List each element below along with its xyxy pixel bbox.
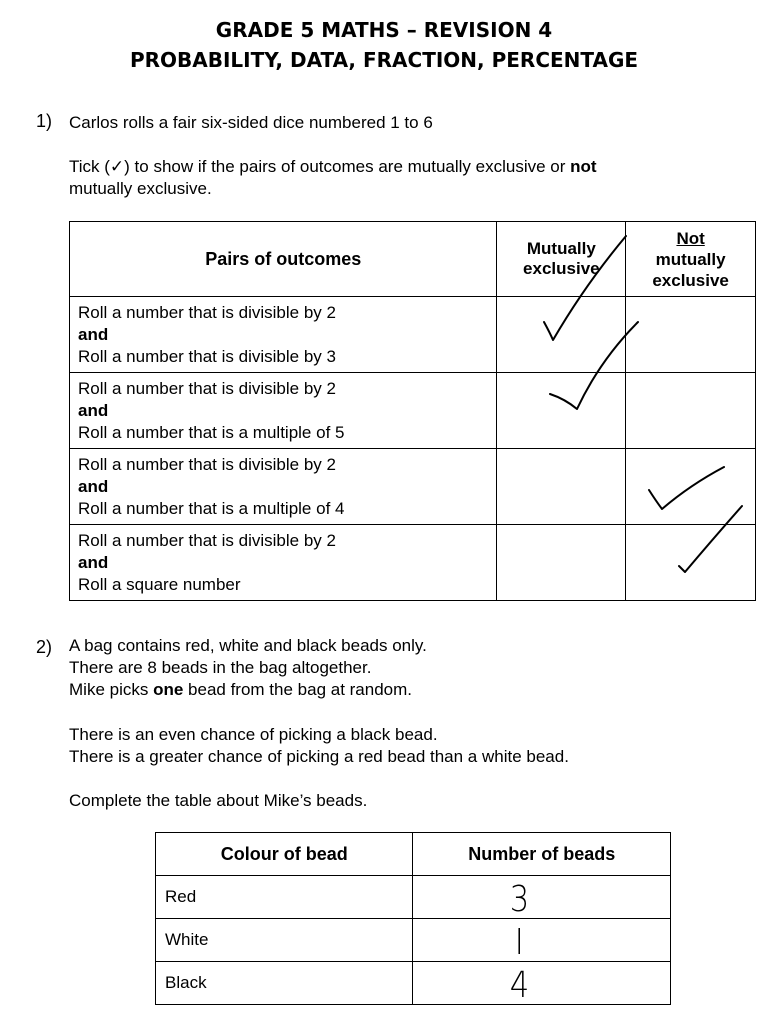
handwritten-answer: 3 [509,878,530,920]
not-emphasis: not [570,157,597,176]
tick-cell-mutually-exclusive[interactable] [497,373,626,449]
beads-table [155,832,671,1005]
header-mutually-exclusive: Mutually exclusive [497,222,626,297]
header-number-of-beads: Number of beads [413,833,671,876]
handwritten-answer: 4 [509,964,530,1006]
question-2-conditions: There is an even chance of picking a black bead. There is a greater chance of picking a red bead than a white bead. [69,725,569,766]
bead-count-cell[interactable] [413,919,671,962]
tick-cell-not-mutually-exclusive[interactable] [626,525,756,601]
one-emphasis: one [153,680,184,699]
table-row [70,297,756,373]
header-colour-of-bead: Colour of bead [156,833,413,876]
question-1-number: 1) [36,111,53,131]
bead-count-cell[interactable] [413,876,671,919]
outcomes-table [69,221,756,601]
table-row [70,373,756,449]
bead-colour-cell: White [156,919,413,962]
tick-cell-mutually-exclusive[interactable] [497,525,626,601]
handwritten-answer: I [515,921,525,963]
tick-cell-not-mutually-exclusive[interactable] [626,449,756,525]
question-1-intro: Carlos rolls a fair six-sided dice numbered 1 to 6 [69,113,433,132]
tick-cell-not-mutually-exclusive[interactable] [626,373,756,449]
header-not-mutually-exclusive: Not mutually exclusive [626,222,756,297]
header-pairs-of-outcomes: Pairs of outcomes [70,222,497,297]
table-row [70,449,756,525]
table-row [156,919,671,962]
outcome-pair-cell: Roll a number that is divisible by 2 and Roll a number that is a multiple of 4 [70,449,497,525]
outcome-pair-cell: Roll a number that is divisible by 2 and Roll a square number [70,525,497,601]
worksheet-title: GRADE 5 MATHS – REVISION 4 [215,18,553,42]
bead-colour-cell: Red [156,876,413,919]
worksheet-subtitle: PROBABILITY, DATA, FRACTION, PERCENTAGE [129,48,639,72]
bead-count-cell[interactable] [413,962,671,1005]
table-row [156,962,671,1005]
table-row [70,525,756,601]
outcome-pair-cell: Roll a number that is divisible by 2 and Roll a number that is a multiple of 5 [70,373,497,449]
table-row [156,876,671,919]
outcome-pair-cell: Roll a number that is divisible by 2 and Roll a number that is divisible by 3 [70,297,497,373]
question-1-instruction: Tick (✓) to show if the pairs of outcomes are mutually exclusive or not mutually exclusive. [69,157,597,198]
tick-cell-mutually-exclusive[interactable] [497,297,626,373]
question-2-instruction: Complete the table about Mike’s beads. [69,791,368,810]
bead-colour-cell: Black [156,962,413,1005]
question-2-text: A bag contains red, white and black beads only. There are 8 beads in the bag altogether. Mike picks one bead from the bag at random. [69,636,427,699]
question-2-number: 2) [36,637,53,657]
tick-cell-mutually-exclusive[interactable] [497,449,626,525]
tick-cell-not-mutually-exclusive[interactable] [626,297,756,373]
